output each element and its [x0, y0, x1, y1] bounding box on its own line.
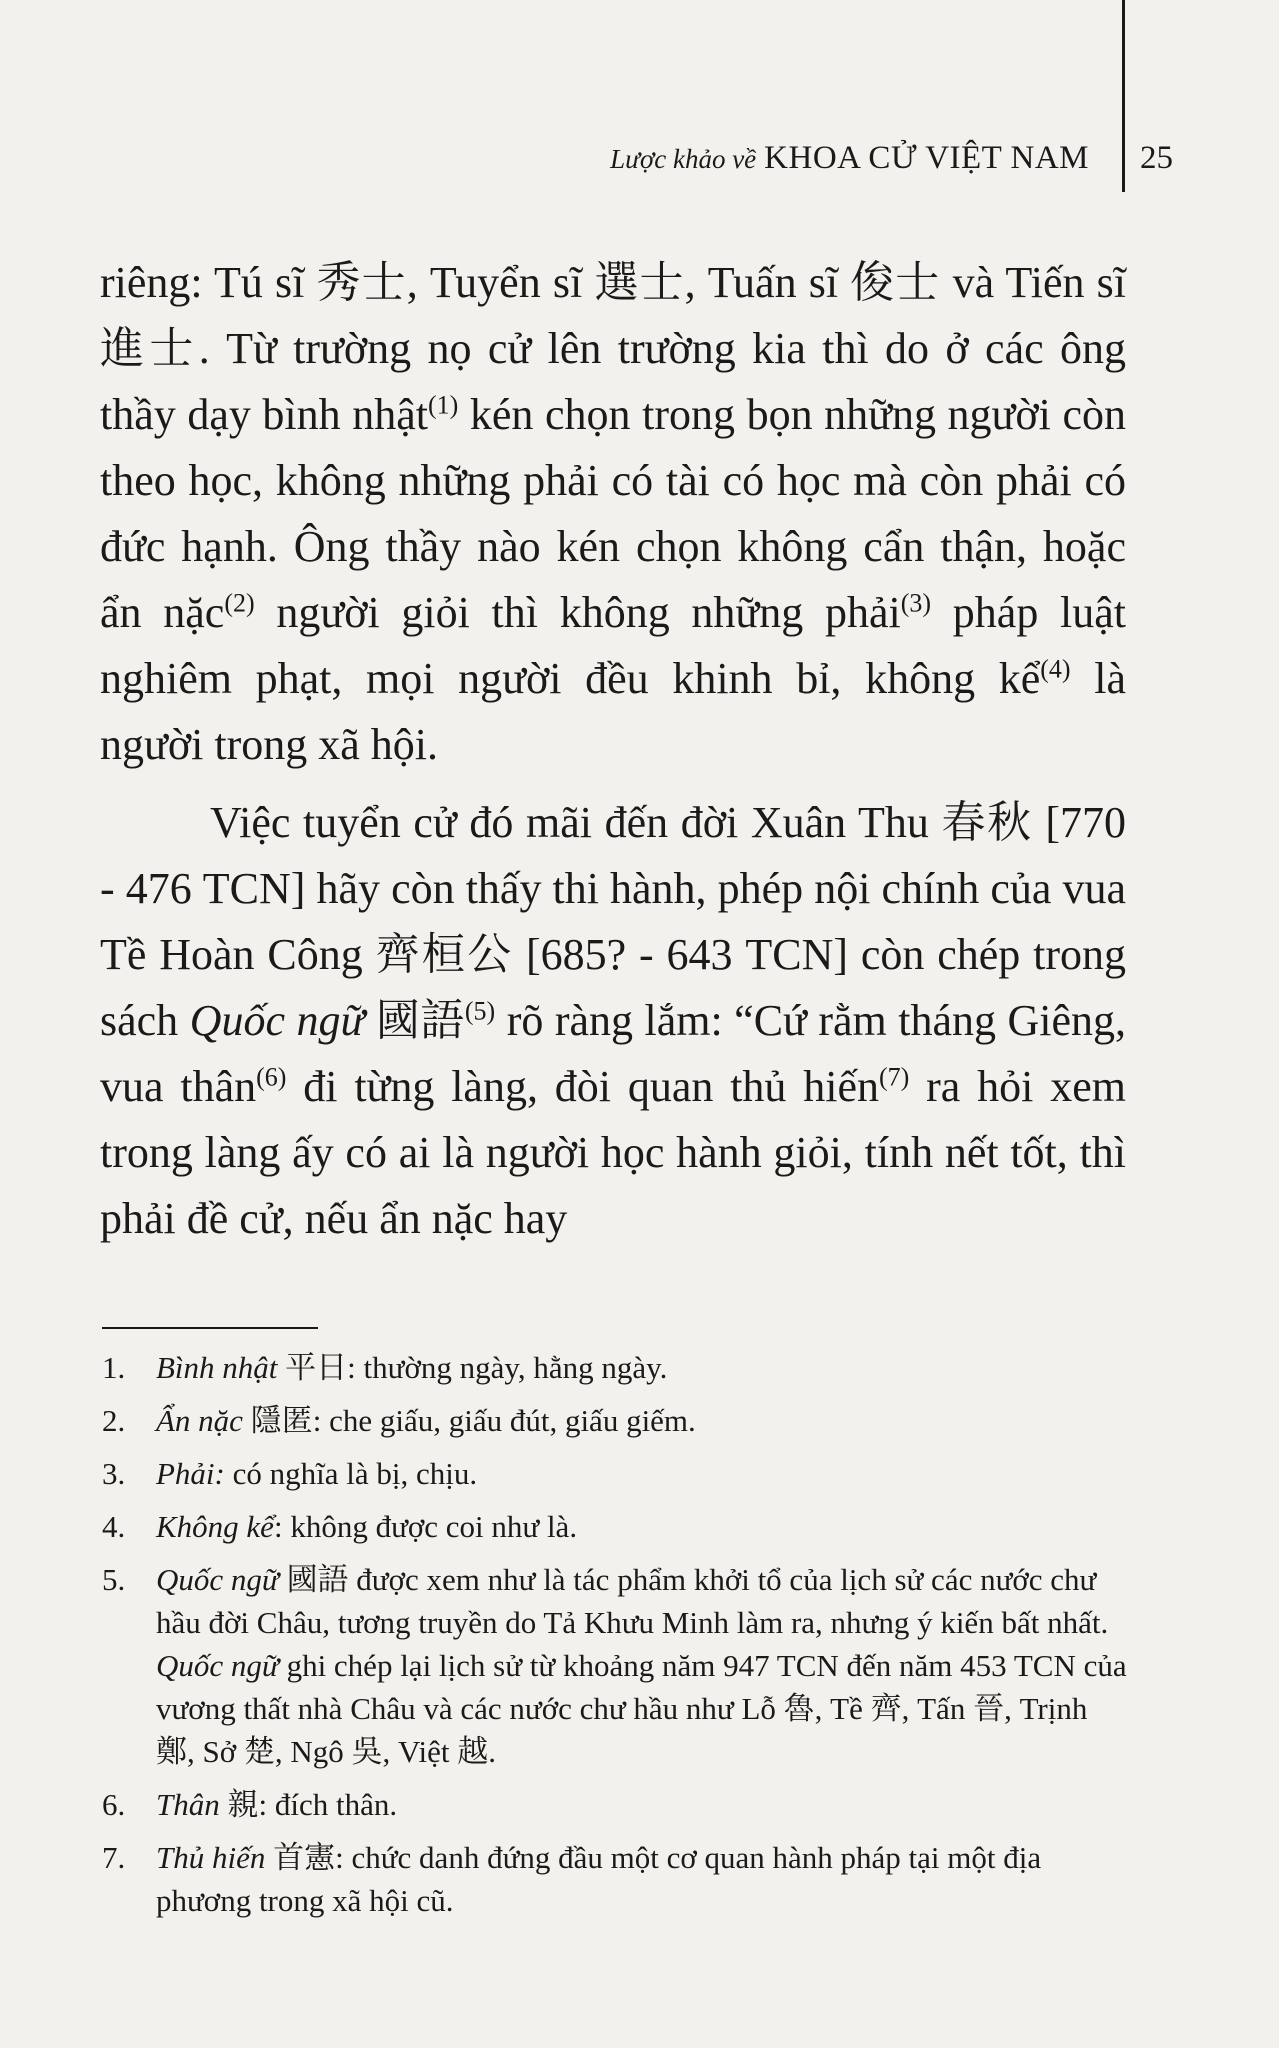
p2-text-d: đi từng làng, đòi quan thủ hiến: [286, 1062, 879, 1111]
footnote-body: [156, 1452, 1132, 1495]
footnote-text: 平日: thường ngày, hằng ngày.: [277, 1350, 668, 1385]
p2-text-b: 國語: [364, 996, 465, 1045]
footnote-ref-5: (5): [464, 996, 496, 1026]
p1-text-d: pháp luật nghiêm phạt, mọi người đều khinh bỉ, không kể: [100, 588, 1127, 703]
footnote-term-2: Quốc ngữ: [156, 1648, 279, 1683]
footnote-text-2: ghi chép lại lịch sử từ khoảng năm 947 TCN đến năm 453 TCN của vương thất nhà Châu và các nước chư hầu như Lỗ 魯, Tề 齊, Tấn 晉, Trịnh 鄭, Sở 楚, Ngô 吳, Việt 越.: [156, 1648, 1127, 1769]
p2-text-e: ra hỏi xem trong làng ấy có ai là người học hành giỏi, tính nết tốt, thì phải đề cử, nếu ẩn nặc hay: [100, 1062, 1126, 1243]
footnote-ref-3: (3): [900, 588, 932, 618]
footnote-number: 1.: [102, 1350, 126, 1385]
running-header: [610, 140, 1089, 177]
footnote-separator: [102, 1327, 318, 1329]
footnote-body: [156, 1346, 1132, 1389]
footnote-number: 7.: [102, 1840, 126, 1875]
p1-text-e: là người trong xã hội.: [100, 654, 1127, 769]
footnote-7: [102, 1836, 1132, 1922]
footnote-term: Phải:: [156, 1456, 225, 1491]
footnote-number: 2.: [102, 1403, 126, 1438]
footnote-1: [102, 1346, 1132, 1389]
header-prefix: Lược khảo về: [610, 144, 757, 174]
footnotes: [102, 1346, 1132, 1932]
footnote-body: [156, 1505, 1132, 1548]
footnote-2: [102, 1399, 1132, 1442]
footnote-text: 國語 được xem như là tác phẩm khởi tổ của lịch sử các nước chư hầu đời Châu, tương truyền do Tả Khưu Minh làm ra, nhưng ý kiến bất nhất.: [156, 1562, 1109, 1640]
footnote-term: Không kể: [156, 1509, 274, 1544]
p2-book-title: Quốc ngữ: [189, 996, 365, 1045]
footnote-text: 首憲: chức danh đứng đầu một cơ quan hành pháp tại một địa phương trong xã hội cũ.: [156, 1840, 1042, 1918]
header-book-title: KHOA CỬ VIỆT NAM: [764, 140, 1089, 176]
footnote-body: [156, 1558, 1132, 1773]
paragraph-1: [100, 250, 1126, 778]
footnote-term: Thân: [156, 1787, 220, 1822]
footnote-ref-4: (4): [1040, 654, 1071, 684]
p1-text-c: người giỏi thì không những phải: [254, 588, 901, 637]
footnote-number: 3.: [102, 1456, 126, 1491]
header-vertical-rule: [1122, 0, 1125, 192]
footnote-body: [156, 1399, 1132, 1442]
p1-text-b: kén chọn trong bọn những người còn theo học, không những phải có tài có học mà còn phải có đức hạnh. Ông thầy nào kén chọn không cẩn thận, hoặc ẩn nặc: [100, 390, 1127, 637]
footnote-text: có nghĩa là bị, chịu.: [224, 1456, 478, 1491]
footnote-5: [102, 1558, 1132, 1773]
p2-text-c: rõ ràng lắm: “Cứ rằm tháng Giêng, vua thân: [100, 996, 1127, 1111]
footnote-body: [156, 1783, 1132, 1826]
footnote-4: [102, 1505, 1132, 1548]
footnote-ref-2: (2): [224, 588, 255, 618]
paragraph-2: [100, 790, 1126, 1252]
footnote-text: 親: đích thân.: [219, 1787, 398, 1822]
p1-text-a: riêng: Tú sĩ 秀士, Tuyển sĩ 選士, Tuấn sĩ 俊士 và Tiến sĩ 進士. Từ trường nọ cử lên trường kia thì do ở các ông thầy dạy bình nhật: [100, 258, 1126, 439]
footnote-text: : không được coi như là.: [273, 1509, 578, 1544]
footnote-number: 5.: [102, 1562, 126, 1597]
footnote-term: Thủ hiến: [156, 1840, 266, 1875]
footnote-body: [156, 1836, 1132, 1922]
footnote-term: Quốc ngữ: [156, 1562, 279, 1597]
footnote-number: 6.: [102, 1787, 126, 1822]
footnote-6: [102, 1783, 1132, 1826]
footnote-3: [102, 1452, 1132, 1495]
footnote-number: 4.: [102, 1509, 126, 1544]
footnote-term: Ẩn nặc: [156, 1403, 243, 1438]
footnote-ref-7: (7): [879, 1062, 910, 1092]
p2-text-a: Việc tuyển cử đó mãi đến đời Xuân Thu 春秋 [770 - 476 TCN] hãy còn thấy thi hành, phép nội chính của vua Tề Hoàn Công 齊桓公 [685? - 643 TCN] còn chép trong sách: [100, 798, 1126, 1045]
footnote-ref-6: (6): [256, 1062, 287, 1092]
footnote-term: Bình nhật: [156, 1350, 278, 1385]
footnote-ref-1: (1): [428, 390, 459, 420]
main-text: [100, 250, 1126, 1252]
page-number: 25: [1140, 140, 1173, 176]
footnote-text: 隱匿: che giấu, giấu đút, giấu giếm.: [242, 1403, 696, 1438]
